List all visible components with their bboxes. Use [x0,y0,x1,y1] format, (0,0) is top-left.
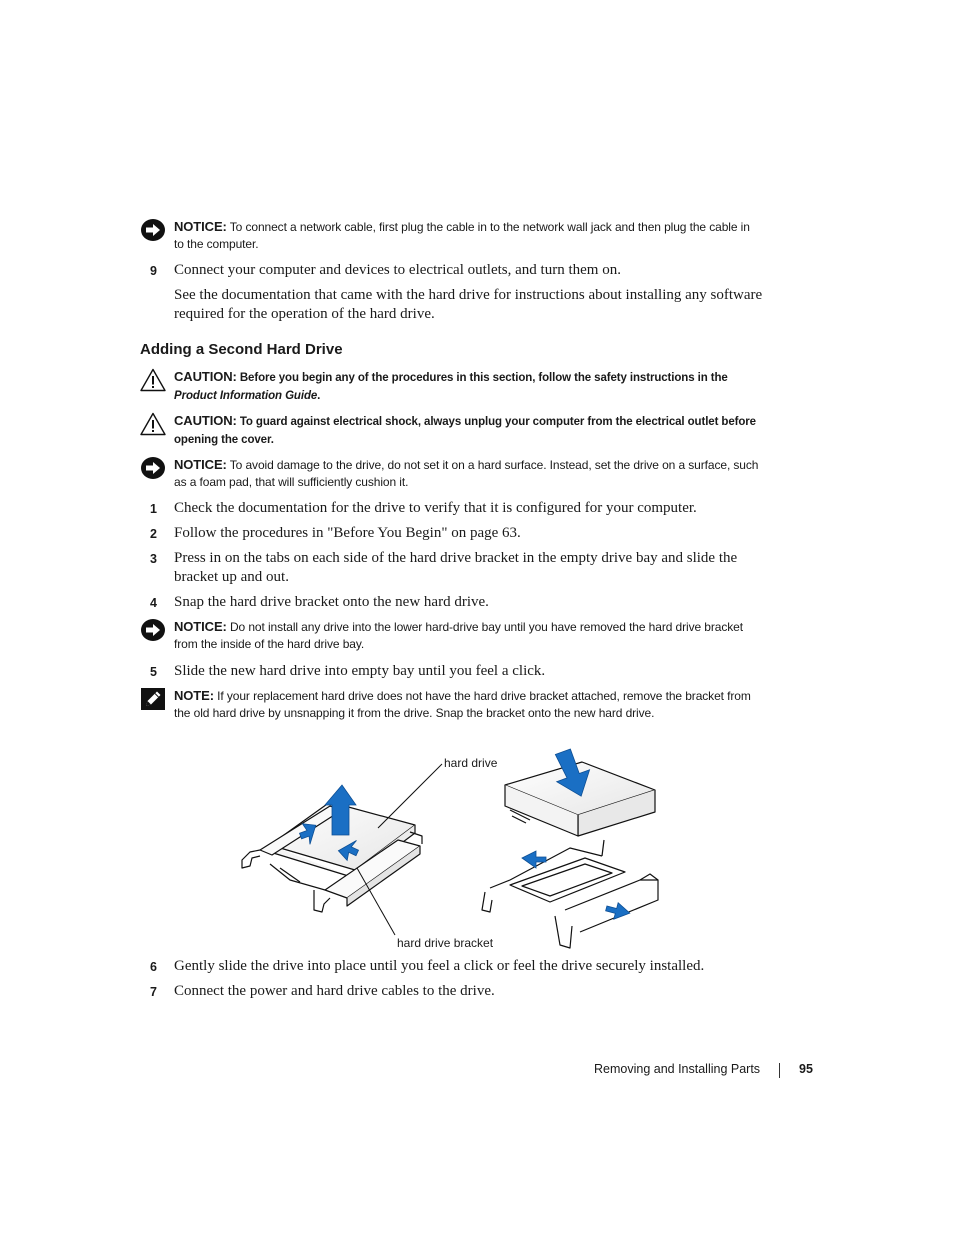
note-pencil-icon [140,687,166,711]
step-number: 1 [150,502,157,516]
notice-text: To connect a network cable, first plug the cable in to the network wall jack and then plug the cable in to the computer. [174,220,750,251]
step-9 [150,261,770,280]
step-1 [150,499,770,518]
caution-text: To guard against electrical shock, always unplug your computer from the electrical outlet before opening the cover. [174,416,756,446]
page-number: 95 [799,1062,813,1076]
label-hard-drive: hard drive [444,756,498,770]
step-6 [150,957,770,976]
step-2 [150,524,770,543]
caution-label: CAUTION: [174,413,237,428]
caution-triangle-icon [140,368,166,392]
note-bracket [140,687,760,722]
notice-label: NOTICE: [174,619,227,634]
notice-arrow-icon [140,456,166,480]
note-label: NOTE: [174,688,214,703]
notice-lower-bay [140,618,760,653]
notice-label: NOTICE: [174,457,227,472]
hard-drive-installation-figure [230,740,670,955]
caution-triangle-icon [140,412,166,436]
step-7 [150,982,770,1001]
footer-divider [779,1063,780,1078]
caution-text: Before you begin any of the procedures in this section, follow the safety instructions in the [236,372,728,384]
step-text: Follow the procedures in "Before You Begin" on page 63. [174,525,521,541]
section-heading: Adding a Second Hard Drive [140,341,343,358]
caution-electrical [140,412,760,449]
paragraph-software-docs: See the documentation that came with the hard drive for instructions about installing any software required for the operation of the hard drive. [174,287,763,322]
step-number: 6 [150,960,157,974]
step-number: 5 [150,665,157,679]
notice-drive-damage [140,456,760,491]
notice-arrow-icon [140,218,166,242]
step-number: 9 [150,264,157,278]
footer-section-title: Removing and Installing Parts [594,1062,761,1076]
step-number: 4 [150,596,157,610]
step-text: Connect the power and hard drive cables to the drive. [174,983,495,999]
step-number: 2 [150,527,157,541]
step-text: Slide the new hard drive into empty bay until you feel a click. [174,663,546,679]
step-5 [150,662,770,681]
step-text: Check the documentation for the drive to verify that it is configured for your computer. [174,500,697,516]
notice-label: NOTICE: [174,219,227,234]
step-text: Connect your computer and devices to electrical outlets, and turn them on. [174,262,621,278]
notice-text: To avoid damage to the drive, do not set it on a hard surface. Instead, set the drive on a surface, such as a foam pad, that will sufficiently cushion it. [174,458,759,489]
step-4 [150,593,770,612]
caution-label: CAUTION: [174,369,237,384]
caution-safety: CAUTION: Before you begin any of the procedures in this section, follow the safety instructions in the Product Information Guide. [140,368,760,405]
step-text: Press in on the tabs on each side of the hard drive bracket in the empty drive bay and slide the bracket up and out. [174,550,738,585]
step-text: Gently slide the drive into place until you feel a click or feel the drive securely installed. [174,958,705,974]
label-hard-drive-bracket: hard drive bracket [397,936,494,950]
step-3 [150,549,770,586]
notice-text: Do not install any drive into the lower hard-drive bay until you have removed the hard drive bracket from the inside of the hard drive bay. [174,620,743,651]
product-guide-title: Product Information Guide [174,390,318,402]
step-number: 3 [150,552,157,566]
notice-network-cable [140,218,760,253]
note-text: If your replacement hard drive does not have the hard drive bracket attached, remove the bracket from the old hard drive by unsnapping it from the drive. Snap the bracket onto the new hard drive. [174,689,751,720]
step-number: 7 [150,985,157,999]
step-text: Snap the hard drive bracket onto the new hard drive. [174,594,489,610]
notice-arrow-icon [140,618,166,642]
